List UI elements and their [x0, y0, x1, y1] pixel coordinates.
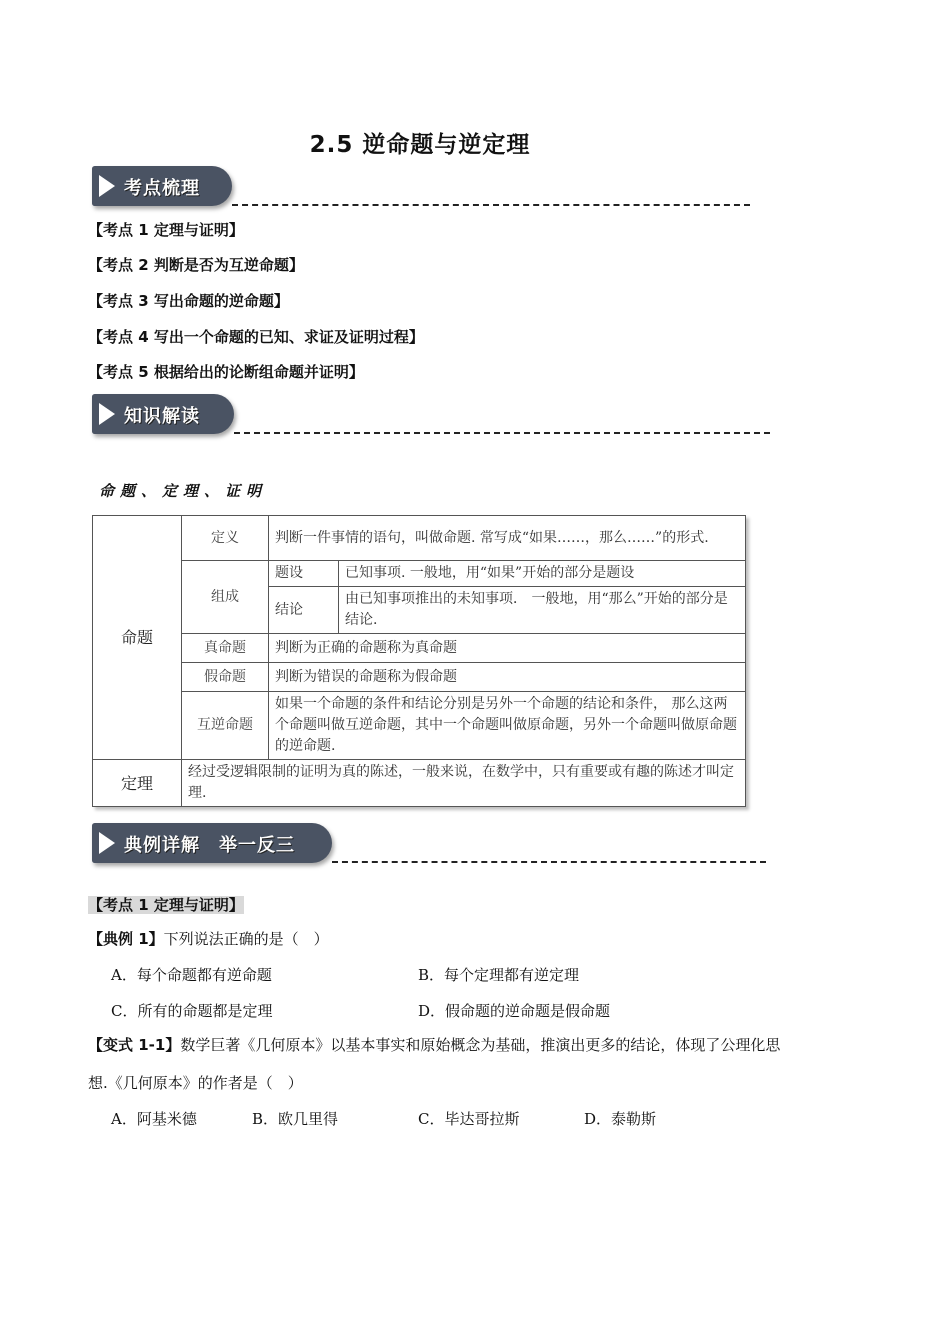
- example-1-option-d: D．假命题的逆命题是假命题: [418, 1002, 611, 1020]
- dashed-divider: [234, 432, 770, 434]
- row-label-jia: 假命题: [182, 663, 269, 692]
- section-banner-kaodian: [92, 166, 752, 210]
- row-label-tishe: 题设: [269, 561, 339, 587]
- dingli-cell: 定理: [93, 760, 182, 807]
- kaodian-item-1: 【考点 1 定理与证明】: [88, 221, 244, 239]
- example-1: [88, 928, 329, 950]
- example-1-option-a: A．每个命题都有逆命题: [111, 966, 272, 984]
- row-text-zhen: 判断为正确的命题称为真命题: [269, 634, 746, 663]
- example-1-option-b: B．每个定理都有逆定理: [418, 966, 580, 984]
- kaodian-item-3: 【考点 3 写出命题的逆命题】: [88, 292, 289, 310]
- row-text-dingyi: 判断一件事情的语句，叫做命题. 常写成“如果……，那么……”的形式.: [269, 516, 746, 561]
- variant-1-1-option-a: A．阿基米德: [111, 1110, 197, 1128]
- variant-1-1-label: 【变式 1-1】: [88, 1036, 181, 1054]
- kaodian-item-2: 【考点 2 判断是否为互逆命题】: [88, 256, 304, 274]
- row-label-zucheng: 组成: [182, 561, 269, 634]
- row-label-huni: 互逆命题: [182, 692, 269, 760]
- knowledge-subtitle: 命题、定理、证明: [99, 482, 268, 500]
- knowledge-table: [92, 515, 746, 807]
- row-text-dingli: 经过受逻辑限制的证明为真的陈述，一般来说，在数学中，只有重要或有趣的陈述才叫定理.: [182, 760, 746, 807]
- play-arrow-icon: [99, 175, 115, 197]
- example-1-option-c: C．所有的命题都是定理: [111, 1002, 273, 1020]
- dashed-divider: [332, 861, 766, 863]
- row-label-jielun: 结论: [269, 587, 339, 634]
- variant-1-1-option-b: B．欧几里得: [252, 1110, 339, 1128]
- play-arrow-icon: [99, 832, 115, 854]
- kaodian-item-5: 【考点 5 根据给出的论断组命题并证明】: [88, 363, 364, 381]
- variant-1-1-option-d: D．泰勒斯: [584, 1110, 657, 1128]
- page-title: 2.5 逆命题与逆定理: [309, 132, 531, 158]
- row-text-jielun: 由已知事项推出的未知事项． 一般地，用“那么”开始的部分是结论.: [339, 587, 746, 634]
- play-arrow-icon: [99, 403, 115, 425]
- row-text-tishe: 已知事项. 一般地，用“如果”开始的部分是题设: [339, 561, 746, 587]
- variant-1-1-line1: 数学巨著《几何原本》以基本事实和原始概念为基础，推演出更多的结论，体现了公理化思: [180, 1036, 781, 1054]
- section-title: 考点梳理: [124, 178, 200, 199]
- variant-1-1: [88, 1034, 780, 1056]
- mingti-cell: 命题: [93, 516, 182, 760]
- example-1-question: 下列说法正确的是（ ）: [163, 930, 329, 948]
- row-label-zhen: 真命题: [182, 634, 269, 663]
- dashed-divider: [232, 204, 750, 206]
- section-title: 典例详解 举一反三: [124, 835, 295, 856]
- example-kaodian-label: 【考点 1 定理与证明】: [88, 896, 244, 914]
- kaodian-item-4: 【考点 4 写出一个命题的已知、求证及证明过程】: [88, 328, 424, 346]
- section-banner-zhishi: [92, 394, 772, 438]
- example-1-label: 【典例 1】: [88, 930, 164, 948]
- variant-1-1-line2: 想.《几何原本》的作者是（ ）: [88, 1074, 303, 1092]
- row-text-huni: 如果一个命题的条件和结论分别是另外一个命题的结论和条件， 那么这两个命题叫做互逆命题，其中一个命题叫做原命题，另外一个命题叫做原命题的逆命题.: [269, 692, 746, 760]
- section-title: 知识解读: [124, 406, 200, 427]
- row-label-dingyi: 定义: [182, 516, 269, 561]
- variant-1-1-option-c: C．毕达哥拉斯: [418, 1110, 520, 1128]
- row-text-jia: 判断为错误的命题称为假命题: [269, 663, 746, 692]
- section-banner-dianli: [92, 823, 768, 867]
